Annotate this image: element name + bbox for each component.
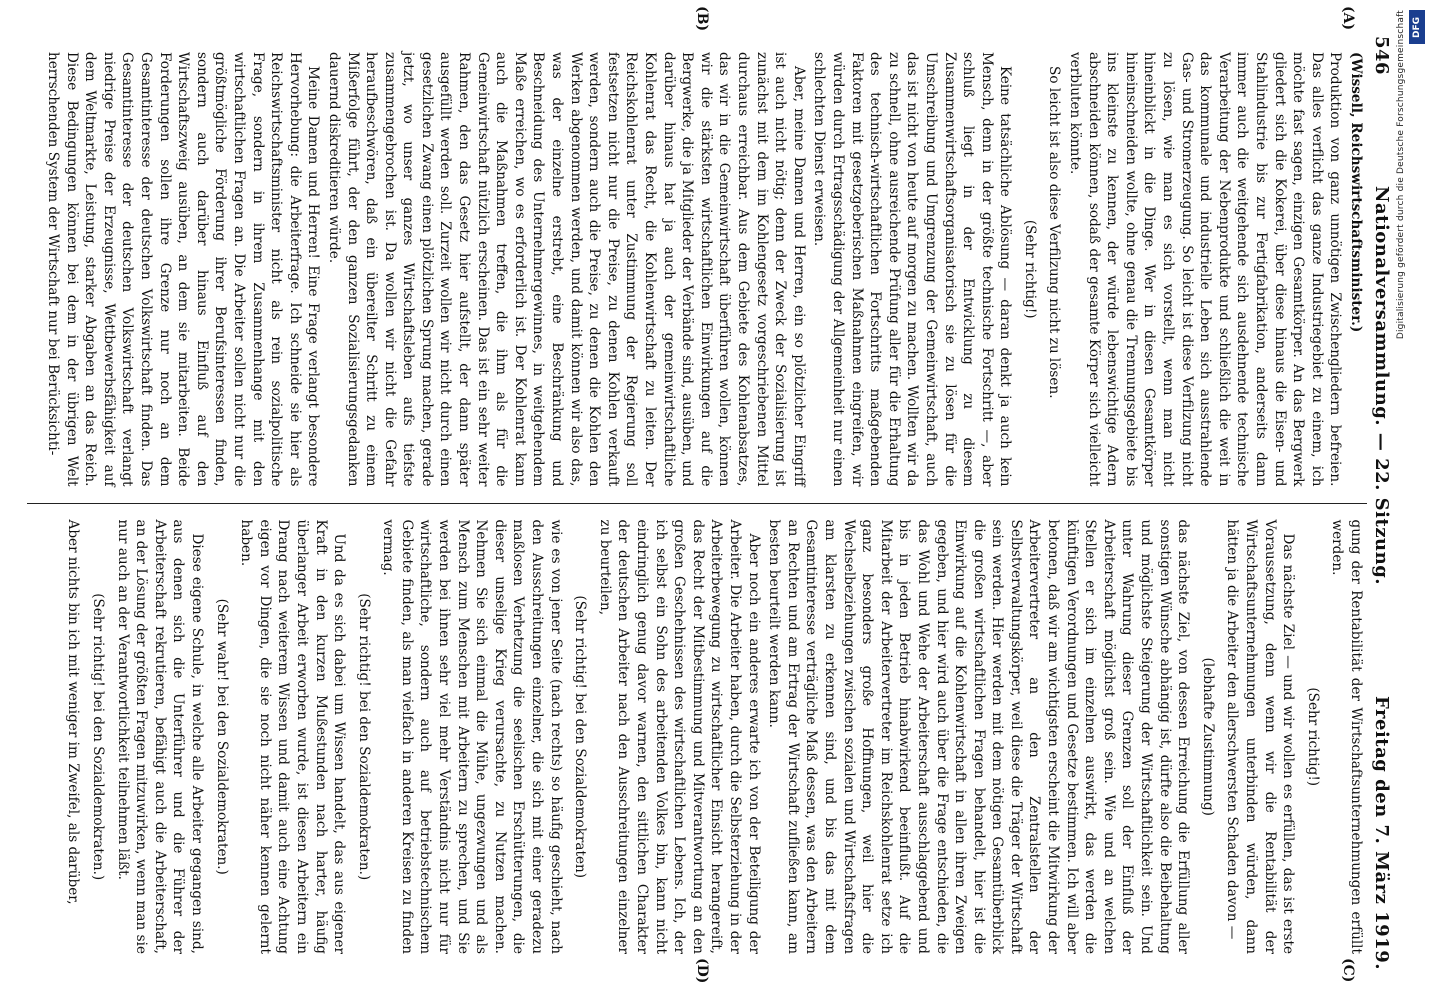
left-column [27,36,1367,503]
paragraph: wie es von jener Seite (nach rechts) so häufig geschieht, nach den Ausschreitungen einzelner, die sich mit einer geradezu maßlosen Verhetzung die seelischen Erschütterungen, die dieser unselige Krieg verursachte, zu Nutzen machen. Nehmen Sie sich einmal die Mühe, ungezwungen und als Mensch zum Menschen mit Arbeitern zu sprechen, und Sie werden bei ihnen sehr viel mehr Verständnis nicht nur für wirtschaftliche, sondern auch auf betriebstechnischem Gebiete finden, als man vielfach in anderen Kreisen zu finden vermag. [380,519,564,954]
session-label: — 22. Sitzung. [1371,432,1392,586]
paragraph: Diese eigene Schule, in welche alle Arbeiter gegangen sind, aus denen sich die Unterführer und die Führer der Arbeiterschaft rekrutieren, befähigt auch die Arbeiterschaft, an der Lösung der größten Fragen mitzuwirken, wenn man sie nur auch an der Verantwortlichkeit teilnehmen läßt. [114,519,205,954]
paragraph: Das nächste Ziel — und wir wollen es erfüllen, das ist erste Voraussetzung, denn wenn wir die Rentabilität der Wirtschaftsunternehmungen unterbinden würden, dann hätten ja die Arbeiter den allerschwersten Schaden davon — [1224,519,1297,954]
dfg-logo: DFG [1409,10,1425,44]
paragraph: Keine tatsächliche Ablösung — daran denkt ja auch kein Mensch, denn in der größte technische Fortschritt —, aber schluß liegt in der Entwicklung zu diesem Zusammenwirtschaftsorganisatorisch sie zu lösen für die Umschreibung und Umgrenzung der Gemeinwirtschaft, auch das ist nicht von heute auf morgen zu machen. Wollten wir da zu schnell, ohne ausreichende Prüfung aller für die Erhaltung des technisch-wirtschaftlichen Fortschritts maßgebenden Faktoren mit gesetzgeberischen Maßnahmen eingreifen, wir würden durch Ertragsschädigung der Allgemeinheit nur einen schlechten Dienst erweisen. [811,52,1014,487]
speaker-attribution: (Wissell, Reichswirtschaftsminister.) [1348,52,1364,333]
assembly-name: Nationalversammlung. [1371,186,1392,427]
paragraph: gung der Rentabilität der Wirtschaftsunternehmungen erfüllt werden. [1329,519,1364,954]
paragraph: das nächste Ziel, von dessen Erreichung die Erfüllung aller sonstigen Wünsche abhängig ist, dürfte also die Beibehaltung und möglichste Steigerung der Wirtschaftlichkeit sein. Und unter Wahrung dieser Grenzen soll der Einfluß der Arbeiterschaft möglichst groß sein. Wie und an welchen Stellen er sich im einzelnen auswirkt, das werden die künftigen Verordnungen und Gesetze bestimmen. Ich will aber betonen, daß wir am wichtigsten erscheint die Mitwirkung der Arbeitervertreter an den Zentralstellen der Selbstverwaltungskörper, weil diese die Träger der Wirtschaft sein werden. Hier werden mit dem nötigen Gesamtüberblick die großen wirtschaftlichen Fragen behandelt, hier ist die Einwirkung auf die Kohlenwirtschaft in allen ihren Zweigen gegeben, und hier wird auch über die Frage entschieden, die das Wohl und Wehe der Arbeiterschaft ausschlaggebend und bis in jeden Betrieb hinabwirkend beeinflußt. Auf die Mitarbeit der Arbeitervertreter im Reichskohlenrat setze ich ganz besonders große Hoffnungen, weil hier die Wechselbeziehungen zwischen sozialen und Wirtschaftsfragen am klarsten zu erkennen sind, und bis das mit dem Gesamtinteresse verträgliche Maß dessen, was den Arbeitern an Rechten und am Ertrag der Wirtschaft zufließen kann, am besten beurteilt werden kann. [766,519,1192,954]
margin-marker-a: (A) [1340,6,1356,31]
paragraph: So leicht ist also diese Verfilzung nicht zu lösen. [1046,66,1063,399]
header-title [1371,75,1392,696]
paragraph: Aber noch ein anderes erwarte ich von der Beteiligung der Arbeiter. Die Arbeiter haben, durch die Selbsterziehung in der Arbeiterbewegung zu wirtschaftlicher Einsicht herangereift, das Recht der Mitbestimmung und Mitverantwortung an den großen Geschehnissen des wirtschaftlichen Lebens. Ich, der ich selbst ein Sohn des arbeitenden Volkes bin, kann nicht eindringlich genug davor warnen, den sittlichen Charakter der deutschen Arbeiter nach den Ausschreitungen einzelner zu beurteilen, [596,519,762,954]
audience-reaction: (Sehr richtig! bei den Sozialdemokraten.) [355,593,372,881]
page-number: 546 [1371,36,1392,76]
session-date: Freitag den 7. März 1919. [1371,696,1392,970]
paragraph: Produktion von ganz unnötigen Zwischengliedern befreien. Das alles verflicht das ganze Industriegebiet zu einem, ich möchte fast sagen, einzigen Gesamtkörper. An das Bergwerk gliedert sich die Kokerei, über diese hinaus die Eisen- und Stahlindustrie bis zur Fertigfabrikation, anderseits dann immer auch die weitgehende sich ausdehnende technische Verarbeitung der Nebenprodukte und schließlich die weit in das kommunale und industrielle Leben sich ausstrahlende Gas- und Stromerzeugung. So leicht ist diese Verfilzung nicht zu lösen, wie man es sich vorstellt, wenn man nicht hineinblickt in die Dinge. Wer in diesen Gesamtkörper hineinschneiden wollte, ohne genau die Trennungsgebiete bis ins kleinste zu kennen, der würde lebenswichtige Adern abschneiden können, sodaß der gesamte Körper sich vielleicht verbluten könnte. [1067,52,1344,487]
margin-marker-d: (D) [694,958,710,984]
paragraph: Meine Damen und Herren! Eine Frage verlangt besondere Hervorhebung: die Arbeiterfrage. Ich schneide sie hier als Reichswirtschaftsminister nicht als rein sozialpolitische Frage, sondern in ihrem Zusammenhange mit den wirtschaftlichen Fragen an. Die Arbeiter sollen nicht nur die größtmögliche Förderung ihrer Berufsinteressen finden, sondern auch darüber hinaus Einfluß auf den Wirtschaftszweig ausüben, an dem sie mitarbeiten. Beide Forderungen sollen ihre Grenze nur noch an dem Gesamtinteresse der deutschen Volkswirtschaft finden. Das Gesamtinteresse der deutschen Volkswirtschaft verlangt niedrige Preise der Erzeugnisse, Wettbewerbsfähigkeit auf dem Weltmarkte, Leistung, starker Abgaben an das Reich. Diese Bedingungen können bei dem in der übrigen Welt herrschenden System der Wirtschaft nur bei Berücksichti- [45,52,322,487]
page-header [1367,36,1392,970]
text-columns [27,36,1367,970]
audience-reaction: (lebhafte Zustimmung) [1199,657,1216,816]
audience-reaction: (Sehr richtig!) [1304,687,1321,787]
paragraph: Und da es sich dabei um Wissen handelt, das aus eigener Kraft in den kurzen Mußestunden nach harter, häufig überlanger Arbeit erworben wurde, ist diesen Arbeitern ein Drang nach weiterem Wissen und damit auch eine Achtung eigen vor Dingen, die sie noch nicht näher kennen gelernt haben. [238,519,348,954]
audience-reaction: (Sehr richtig! bei den Sozialdemokraten.) [90,593,106,881]
audience-reaction: (Sehr richtig!) [1021,219,1038,319]
audience-reaction: (Sehr richtig! bei den Sozialdemokraten) [572,595,589,879]
paragraph: Aber, meine Damen und Herren, ein so plötzlicher Eingriff ist auch nicht nötig; denn der Zweck der Sozialisierung ist zunächst mit dem im Kohlengesetz vorgeschriebenen Mittel durchaus erreichbar. Aus dem Gebiete des Kohlenabsatzes, das wir in die Gemeinwirtschaft überführen wollen, können wir die stärksten wirtschaftlichen Einwirkungen auf die Bergwerke, die ja Mitglieder der Verbände sind, ausüben, und darüber hinaus hat ja auch der gemeinwirtschaftliche Kohlenrat das Recht, die Kohlenwirtschaft zu leiten. Der Reichskohlenrat unter Zustimmung der Regierung soll festsetzen nicht nur die Preise, zu denen Kohlen verkauft werden, sondern auch die Preise, zu denen die Kohlen den Werken abgenommen werden, und damit können wir also das, was der einzelne erstrebt, eine Beschränkung und Beschneidung des Unternehmergewinnes, in weitgehendem Maße erreichen, wo es erforderlich ist. Der Kohlenrat kann auch die Maßnahmen treffen, die ihm als für die Gemeinwirtschaft nützlich erscheinen. Das ist ein sehr weiter Rahmen, den das Gesetz hier aufstellt, der dann später ausgefüllt werden soll. Zurzeit wollen wir nicht durch einen gesetzlichen Zwang einen plötzlichen Sprung machen, gerade jetzt, wo unser ganzes Wirtschaftsleben aufs tiefste zusammengebrochen ist. Da wollen wir nicht die Gefahr heraufbeschwören, daß ein übereilter Schritt zu einem Mißerfolge führt, der den ganzen Sozialisierungsgedanken dauernd diskreditieren würde. [325,52,807,487]
paragraph: Aber nichts bin ich mit weniger im Zweifel, als darüber, [65,519,82,905]
right-column [27,503,1367,971]
margin-marker-b: (B) [694,6,710,32]
margin-marker-c: (C) [1340,958,1356,983]
digitization-credit: Digitalisierung gefördert durch die Deutsche Forschungsgemeinschaft [1396,10,1406,340]
audience-reaction: (Sehr wahr! bei den Sozialdemokraten.) [213,598,230,875]
